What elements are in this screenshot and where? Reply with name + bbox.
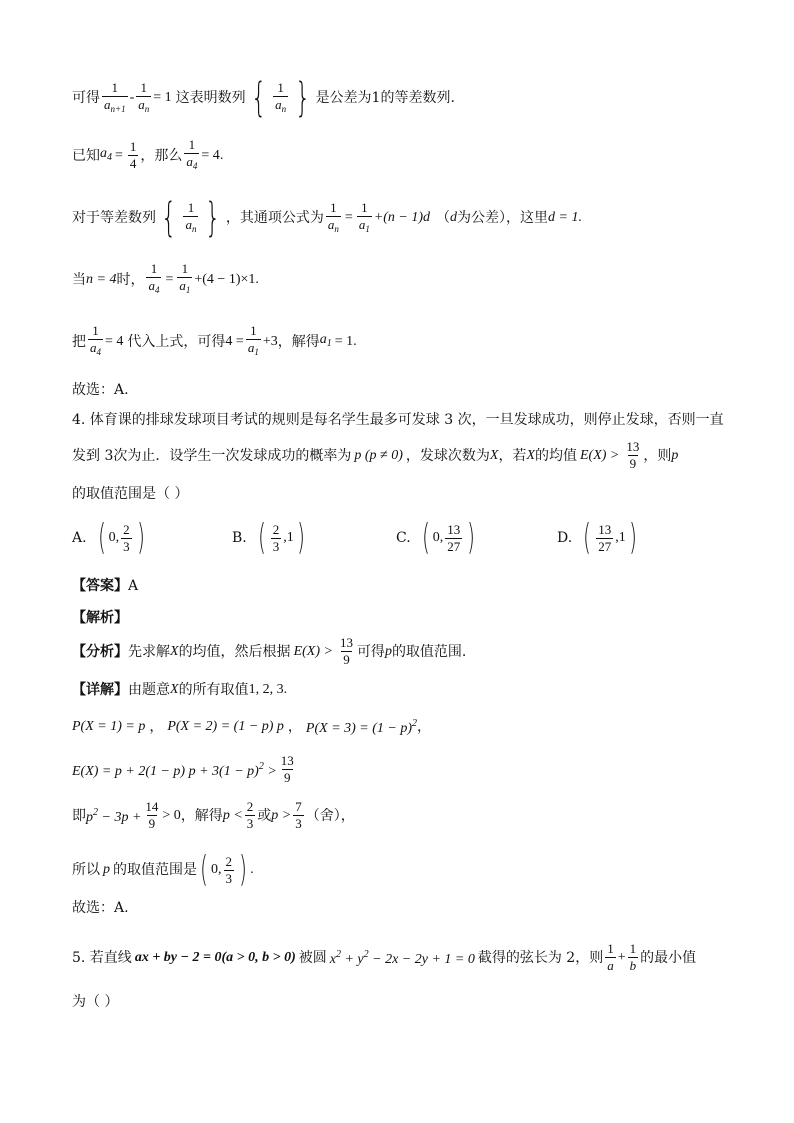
text: ，发球次数为 (405, 447, 490, 464)
question-4-line-2 (72, 440, 678, 471)
inequality-line (72, 800, 355, 831)
text: 5. 若直线 (72, 949, 132, 966)
question-4-line-1 (72, 410, 724, 430)
text: 先求解 (128, 643, 170, 660)
math: X (170, 682, 179, 697)
math: $x^2 + y^2 - 2x - 2y + 1 = 0$ (329, 949, 475, 967)
fraction: $\frac{14}{9}$ (145, 799, 159, 831)
paren: ) (628, 517, 637, 558)
math: X (489, 447, 499, 463)
text: = 4 (105, 333, 124, 349)
fraction: $\frac{2}{3}$ (246, 799, 254, 831)
question-5-line-1 (72, 942, 696, 973)
text: = 1 (153, 90, 172, 105)
fraction: $\frac{2}{3}$ (225, 853, 233, 886)
paren: ( (583, 517, 592, 558)
fraction: $\frac{13}{9}$ (280, 753, 294, 785)
math: p (384, 643, 392, 659)
math: p (p ≠ 0) (354, 447, 403, 463)
detail-line (72, 680, 287, 700)
text: 这表明数列 (175, 90, 246, 106)
math: ,1 (615, 530, 626, 545)
math: 0, (211, 862, 222, 877)
text: 故选：A. (72, 382, 129, 398)
text: 的取值范围是 (113, 862, 197, 878)
text: - (129, 90, 135, 105)
paren: ( (97, 517, 106, 558)
text: 时， (116, 271, 145, 288)
text: 为（ ） (72, 994, 119, 1010)
answer-line (72, 576, 138, 596)
math: = (165, 271, 174, 287)
line-arith-seq-conclusion (72, 75, 455, 121)
text: ， (149, 718, 164, 735)
option-b[interactable] (232, 517, 308, 558)
math: p < (222, 807, 243, 823)
fraction: $\frac{13}{27}$ (447, 521, 461, 554)
math: = 1. (334, 333, 357, 349)
paren: ) (467, 517, 476, 558)
text: 的取值范围. (391, 643, 467, 660)
fraction: $\frac{1}{a_n}$ (327, 199, 339, 234)
fraction: $\frac{13}{9}$ (339, 635, 353, 667)
line-given-a4 (72, 138, 223, 173)
math: $P(X = 3) = (1 - p)^2$ (305, 718, 418, 736)
math: ax + by − 2 = 0(a > 0, b > 0) (134, 949, 296, 965)
math: . (250, 862, 254, 877)
probability-line (72, 714, 431, 739)
option-label: B. (232, 530, 247, 546)
math: n = 4 (86, 271, 117, 287)
expectation-line (72, 754, 298, 785)
line-general-term (72, 195, 582, 241)
fraction: $\frac{1}{b}$ (629, 941, 637, 973)
fraction: $\frac{1}{a_4}$ (90, 323, 101, 357)
math: 0, (108, 530, 120, 545)
fraction: $\frac{1}{4}$ (129, 139, 137, 171)
analysis-line (72, 636, 466, 667)
text: ，若 (498, 447, 527, 464)
text: 或 (257, 807, 272, 824)
math: X (526, 447, 535, 463)
fraction: $\frac{1}{a_n}$ (138, 79, 150, 114)
answer-choice-line-2 (72, 898, 129, 918)
option-label: C. (396, 530, 411, 546)
detail-label: 【详解】 (72, 682, 128, 698)
math: p (103, 862, 110, 877)
fraction: $\frac{13}{27}$ (598, 521, 612, 554)
math: $p^2 - 3p$ + (86, 807, 142, 825)
fraction: $\frac{1}{a_4}$ (186, 137, 198, 171)
text: 的均值 (535, 447, 577, 464)
math: = (344, 210, 353, 225)
math: E(X) = p + 2(1 − p) $p + 3(1 - p)^2$ > (72, 761, 277, 779)
text: 代入上式，可得 (127, 333, 226, 350)
math: $a_4$ (100, 145, 112, 163)
left-brace: { (250, 75, 267, 121)
option-c[interactable] (396, 517, 478, 558)
fraction: $\frac{1}{a_4}$ (148, 261, 160, 295)
answer-label: 【答案】 (72, 578, 128, 594)
math: + (617, 949, 626, 965)
text: 已知 (72, 147, 100, 164)
paren: ( (200, 849, 208, 890)
text: ，则 (643, 447, 672, 464)
text: 的最小值 (640, 949, 697, 966)
math: E(X) > (580, 447, 620, 463)
math: 0, (432, 530, 444, 545)
option-label: A. (72, 530, 87, 546)
right-brace: } (205, 195, 221, 241)
text: 即 (72, 807, 86, 824)
text: 当 (72, 271, 86, 288)
text: 故选：A. (72, 900, 129, 916)
analysis-heading (72, 608, 128, 628)
fraction: $\frac{1}{a_1}$ (179, 261, 191, 295)
math: 4 = (225, 333, 244, 349)
fraction: $\frac{2}{3}$ (123, 521, 130, 554)
fraction: $\frac{1}{a_1}$ (358, 199, 370, 234)
paren: ( (421, 517, 430, 558)
text: 为公差），这里 (457, 210, 549, 226)
fraction: $\frac{1}{a}$ (607, 941, 614, 973)
text: 发到 3次为止．设学生一次发球成功的概率为 (72, 447, 352, 464)
text: 可得 (356, 643, 385, 660)
text: 所以 (72, 862, 100, 878)
fraction: $\frac{1}{a_{n+1}}$ (104, 79, 126, 114)
text: 被圆 (298, 949, 327, 966)
answer-choice-line (72, 380, 129, 400)
paren: ) (239, 849, 247, 890)
line-n-equals-4 (72, 262, 259, 297)
fraction: $\frac{1}{a_n}$ (275, 79, 287, 114)
option-a[interactable] (72, 517, 148, 558)
option-d[interactable] (557, 517, 640, 558)
text: . (219, 147, 224, 163)
left-brace: { (161, 195, 177, 241)
text: 的均值，然后根据 (178, 643, 291, 660)
text: = 4 (201, 147, 220, 163)
math: +3 (262, 333, 278, 349)
text: ，解得 (180, 807, 223, 824)
text: ，解得 (277, 333, 320, 350)
answer-value: A (128, 578, 139, 594)
math: P(X = 1) = p (72, 718, 146, 734)
option-label: D. (557, 530, 573, 546)
fraction: $\frac{1}{a_1}$ (247, 323, 259, 357)
text: ，其通项公式为 (225, 210, 324, 226)
math: > 0 (162, 807, 181, 823)
text: 的所有取值 (178, 682, 249, 698)
text: ， (417, 718, 432, 735)
text: 对于等差数列 (72, 210, 156, 226)
text: ，那么 (140, 147, 183, 164)
text: 由题意 (128, 682, 170, 698)
fraction: $\frac{2}{3}$ (272, 521, 280, 554)
math: p > (271, 807, 292, 823)
math: = (115, 147, 123, 163)
text: ， (287, 718, 302, 735)
analysis-sub-label: 【分析】 (72, 643, 128, 660)
math: d = 1. (548, 210, 582, 225)
math: P(X = 2) = (1 − p) p (167, 718, 284, 734)
fraction: $\frac{7}{3}$ (295, 799, 302, 831)
math: $a_1$ (319, 331, 332, 349)
math: X (170, 643, 179, 659)
text: 4. 体育课的排球发球项目考试的规则是每名学生最多可发球 3 次，一旦发球成功，则停止发球，否则一直 (72, 412, 724, 428)
question-5-line-2 (72, 992, 118, 1012)
text: （ (436, 210, 451, 226)
math: 1, 2, 3. (248, 682, 288, 697)
text: 是公差为1的等差数列. (315, 90, 455, 106)
math: +(4 − 1)×1. (194, 271, 259, 287)
text: 的取值范围是（ ） (72, 486, 189, 502)
range-line (72, 849, 254, 890)
text: 截得的弦长为 2，则 (477, 949, 604, 966)
fraction: $\frac{1}{a_n}$ (185, 199, 197, 234)
text: 可得 (72, 90, 100, 106)
math: d (450, 210, 458, 225)
question-4-line-3 (72, 484, 188, 504)
math: p (671, 447, 679, 463)
paren: ) (296, 517, 305, 558)
math: ,1 (283, 530, 294, 545)
paren: ( (257, 517, 266, 558)
fraction: $\frac{13}{9}$ (626, 439, 640, 471)
text: （舍）， (305, 807, 355, 824)
analysis-label: 【解析】 (72, 610, 128, 626)
line-substitute (72, 324, 357, 359)
text: 把 (72, 333, 86, 350)
math: +(n − 1)d (373, 210, 431, 225)
right-brace: } (295, 75, 311, 121)
paren: ) (136, 517, 145, 558)
math: E(X) > (293, 643, 333, 659)
